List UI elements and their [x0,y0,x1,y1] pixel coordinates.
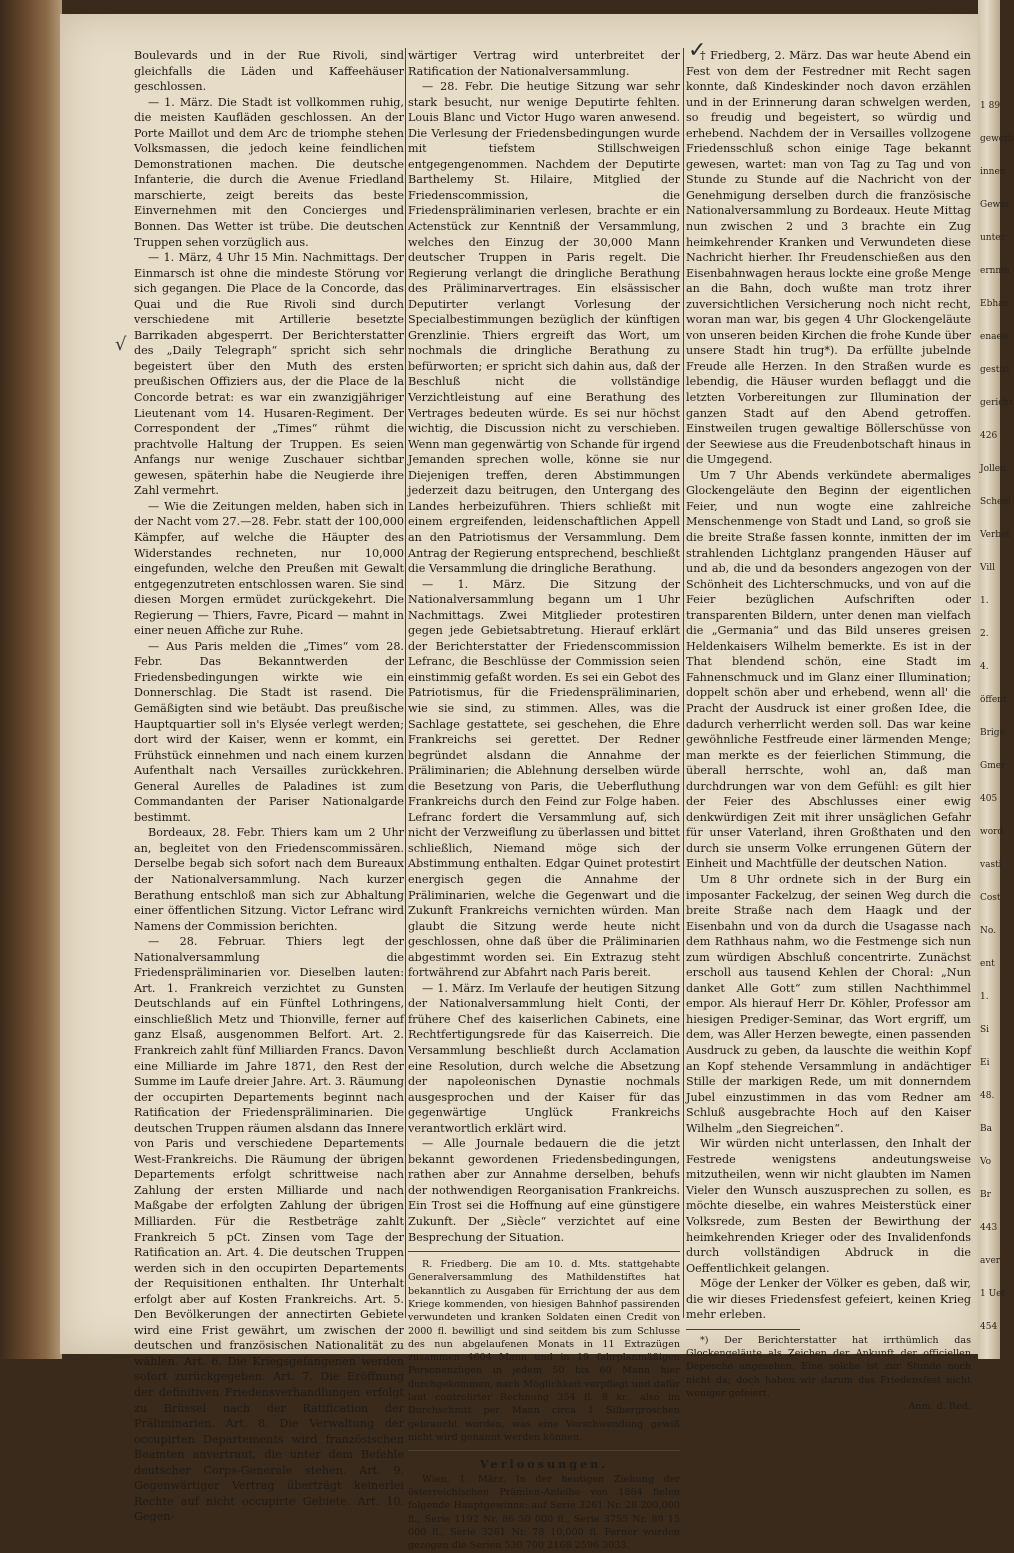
edge-fragment: enaesi [980,332,1010,342]
article-paragraph: wärtiger Vertrag wird unterbreitet der Ratification der Nationalversammlung. [408,49,680,78]
edge-fragment: öffent [980,695,1007,705]
margin-check-mark: ✓ [688,38,707,63]
column-1 [134,48,404,1525]
edge-fragment: ernnin [980,266,1010,276]
edge-fragment: 1. [980,596,989,606]
edge-fragment: 4. [980,662,989,672]
edge-fragment: 1 89 [980,101,1001,111]
article-paragraph: † Friedberg, 2. März. Das war heute Abend ein Fest von dem der Festredner mit Recht sagen konnte, daß Kindeskinder noch davon erzählen und in der Erinnerung daran schwelgen werden, so freudig und begeistert, so würdig und erhebend. Nachdem der in Versailles vollzogene Friedensschluß schon einige Tage bekannt gewesen, wartet: man von Tag zu Tag und von Stunde zu Stunde auf die Nachricht von der Genehmigung derselben durch die französische Nationalversammlung zu Bordeaux. Heute Mittag nun zwischen 2 und 3 brachte ein Zug heimkehrender Kranken und Verwundeten diese Nachricht hierher. Ihr Freudenschießen aus den Eisenbahnwagen heraus lockte eine große Menge an die Bahn, doch wußte man trotz ihrer zuversichtlichen Versicherung noch nicht recht, woran man war, bis gegen 4 Uhr Glockengeläute von unseren beiden Kirchen die frohe Kunde über unsere Stadt hin trug*). Da erfüllte jubelnde Freude alle Herzen. In den Straßen wurde es lebendig, die Häuser wurden beflaggt und die letzten Vorbereitungen zur Illumination der ganzen Stadt auf den Abend getroffen. Einstweilen trugen gewaltige Böllerschüsse von der Seewiese aus die Freudenbotschaft hinaus in die Umgegend. [686,49,971,467]
article-paragraph: — 28. Febr. Die heutige Sitzung war sehr stark besucht, nur wenige Deputirte fehlten. Louis Blanc und Victor Hugo waren anwesend. Die Verlesung der Friedensbedingungen wurde mit tiefstem Stillschweigen entgegengenommen. Nachdem der Deputirte Barthelemy St. Hilaire, Mitglied der Friedenscommission, die Friedenspräliminarien verlesen, brachte er ein Actenstück zur Kenntniß der Versammlung, welches den Einzug der 30,000 Mann deutscher Truppen in Paris regelt. Die Regierung verlangt die dringliche Berathung des Präliminarvertrages. Ein elsässischer Deputirter verlangt Vorlesung der Specialbestimmungen bezüglich der künftigen Grenzlinie. Thiers ergreift das Wort, um nochmals die dringliche Berathung zu befürworten; er spricht sich dahin aus, daß der Beschluß nicht die vollständige Verzichtleistung auf eine Berathung des Vertrages bedeuten würde. Es sei nur höchst wichtig, die Discussion nicht zu verschieben. Wenn man gegenwärtig von Schande für irgend Jemanden sprechen wolle, könne sie nur Diejenigen treffen, deren Abstimmungen jederzeit dazu beitrugen, den Untergang des Landes herbeizuführen. Thiers schließt mit einem ergreifenden, leidenschaftlichen Appell an den Patriotismus der Versammlung. Dem Antrag der Regierung entsprechend, beschließt die Versammlung die dringliche Berathung. [408,80,680,576]
edge-fragment: 426 [980,431,998,441]
article-paragraph: — 1. März. Im Verlaufe der heutigen Sitzung der Nationalversammlung hielt Conti, der frühere Chef des kaiserlichen Cabinets, eine Rechtfertigungsrede für das Kaiserreich. Die Versammlung beschließt durch Acclamation eine Resolution, durch welche die Absetzung der napoleonischen Dynastie nochmals ausgesprochen und der Kaiser für das gegenwärtige Unglück Frankreichs verantwortlich erklärt wird. [408,981,680,1135]
edge-fragment: Vill [980,563,995,573]
edge-fragment: Ba [980,1124,992,1134]
edge-fragment: gewerb [980,134,1014,144]
article-paragraph: Möge der Lenker der Völker es geben, daß wir, die wir dieses Friedensfest gefeiert, keinen Krieg mehr erleben. [686,1277,971,1322]
footnote-signature: Anm. d. Red. [908,1401,971,1413]
margin-pencil-mark: √ [115,334,127,355]
column-2 [408,48,680,1553]
edge-fragment: Gewer [980,200,1010,210]
edge-fragment: 2. [980,629,989,639]
edge-fragment: gericht [980,398,1013,408]
column-rule-right [683,48,684,1318]
article-paragraph: — 1. März, 4 Uhr 15 Min. Nachmittags. Der Einmarsch ist ohne die mindeste Störung vor sich gegangen. Die Place de la Concorde, das Quai und die Rue Rivoli sind durch verschiedene mit Artillerie besetzte Barrikaden abgesperrt. Der Berichterstatter des „Daily Telegraph“ spricht sich sehr begeistert über den Muth des ersten preußischen Offiziers aus, der die Place de la Concorde betrat: es war ein zwanzigjähriger Lieutenant vom 14. Husaren-Regiment. Der Correspondent der „Times“ rühmt die prachtvolle Haltung der Truppen. Es seien Anfangs nur wenige Zuschauer sichtbar gewesen, späterhin habe die Neugierde ihre Zahl vermehrt. [134,251,404,498]
edge-fragment: Br [980,1190,991,1200]
edge-fragment: Cost [980,893,1001,903]
section-divider [408,1450,680,1451]
edge-fragment: 454 [980,1322,998,1332]
article-paragraph: — 1. März. Die Stadt ist vollkommen ruhig, die meisten Kaufläden geschlossen. An der Porte Maillot und dem Arc de triomphe stehen Volksmassen, die jedoch keine feindlichen Demonstrationen machen. Die deutsche Infanterie, die durch die Avenue Friedland marschierte, zeigt bereits das beste Einvernehmen mit den Concierges und Bonnen. Das Wetter ist trübe. Die deutschen Truppen sehen vorzüglich aus. [134,95,404,249]
edge-fragment: 1 Uet [980,1289,1006,1299]
footnote-divider [686,1329,800,1330]
footnote: *) Der Berichterstatter hat irrthümlich das Glockengeläute als Zeichen der Ankunft der officiellen Depesche angesehen. Eine solche ist zur Stunde noch nicht da; doch haben wir darum das Friedensfest nicht weniger gefeiert. [686,1334,971,1400]
section-divider [408,1251,680,1252]
edge-fragment: 443 [980,1223,998,1233]
edge-fragment: Verbet [980,530,1011,540]
edge-fragment: No. [980,926,996,936]
section-heading: Verloosungen. [479,1457,609,1472]
edge-fragment: 405 [980,794,998,804]
edge-fragment: Vo [980,1157,992,1167]
article-paragraph: — Aus Paris melden die „Times“ vom 28. Febr. Das Bekanntwerden der Friedensbedingungen wirkte wie ein Donnerschlag. Die Stadt ist rasend. Die Gemäßigten sind wie betäubt. Das preußische Hauptquartier soll in's Elysée verlegt werden; dort wird der Kaiser, wenn er kommt, ein Frühstück einnehmen und nach einem kurzen Aufenthalt nach Versailles zurückkehren. General Aurelles de Paladines ist zum Commandanten der Pariser Nationalgarde bestimmt. [134,639,404,824]
edge-fragment: Ei [980,1058,990,1068]
article-paragraph: Bordeaux, 28. Febr. Thiers kam um 2 Uhr an, begleitet von den Friedenscommissären. Derselbe begab sich sofort nach dem Bureaux der Nationalversammlung. Nach kurzer Berathung entschloß man sich zur Abhaltung einer öffentlichen Sitzung. Victor Lefranc wird Namens der Commission berichten. [134,826,404,933]
adjacent-page-edge [978,0,1014,1359]
article-paragraph: — 1. März. Die Sitzung der Nationalversammlung begann um 1 Uhr Nachmittags. Zwei Mitglieder protestiren gegen jede Gebietsabtretung. Hierauf erklärt der Berichterstatter der Friedenscommission Lefranc, die Beschlüsse der Commission seien einstimmig gefaßt worden. Es sei ein Gebot des Patriotismus, für die Friedenspräliminarien, wie sie sind, zu stimmen. Alles, was die Sachlage gestattete, sei geschehen, die Ehre Frankreichs sei gerettet. Der Redner begründet alsdann die Annahme der Präliminarien; die Ablehnung derselben würde die Besetzung von Paris, die Ueberfluthung Frankreichs durch den Feind zur Folge haben. Lefranc fordert die Versammlung auf, sich nicht der Verzweiflung zu überlassen und bittet schließlich, Niemand möge sich der Abstimmung enthalten. Edgar Quinet protestirt energisch gegen die Annahme der Präliminarien, welche die Gegenwart und die Zukunft Frankreichs vernichten würden. Man glaubt die Sitzung werde heute nicht geschlossen, ohne daß über die Präliminarien abgestimmt worden sei. Ein Extrazug steht fortwährend zur Abfahrt nach Paris bereit. [408,577,680,980]
edge-fragment: unter [980,233,1005,243]
edge-fragment: word [980,827,1004,837]
article-paragraph: — Alle Journale bedauern die die jetzt bekannt gewordenen Friedensbedingungen, rathen aber zur Annahme derselben, behufs der nothwendigen Reorganisation Frankreichs. Ein Trost sei die Hoffnung auf eine günstigere Zukunft. Der „Siècle“ verzichtet auf eine Besprechung der Situation. [408,1137,680,1244]
article-paragraph: Um 7 Uhr Abends verkündete abermaliges Glockengeläute den Beginn der eigentlichen Feier, und nun wogte eine zahlreiche Menschenmenge von Stadt und Land, so groß sie die breite Straße fassen konnte, inmitten der im strahlenden Lichtglanz prangenden Häuser auf und ab, die und da besonders angezogen von der Schönheit des Lichterschmucks, und von auf die Feier bezüglichen Aufschriften oder transparenten Bildern, unter denen man vielfach die „Germania“ und das Bild unseres greisen Heldenkaisers Wilhelm bemerkte. Es ist in der That blendend schön, eine Stadt im Fahnenschmuck und im Glanz einer Illumination; doppelt schön aber und erhebend, wenn all' die Pracht der Ausdruck ist einer großen Idee, die dadurch verherrlicht werden soll. Das war keine gewöhnliche Festfreude einer lärmenden Menge; man merkte es der feierlichen Stimmung, die überall herrschte, wohl an, daß man durchdrungen war von dem Gefühl: es gilt hier der Feier des Abschlusses einer ewig denkwürdigen Zeit mit ihrer unsäglichen Gefahr für unser Vaterland, ihren Großthaten und den durch sie unserm Volke errungenen Gütern der Einheit und Machtfülle der deutschen Nation. [686,468,971,871]
article-paragraph: — Wie die Zeitungen melden, haben sich in der Nacht vom 27.—28. Febr. statt der 100,000 Kämpfer, auf welche die Häupter des Widerstandes rechneten, nur 10,000 eingefunden, welche den Preußen mit Gewalt entgegenzutreten entschlossen waren. Sie sind diesen Morgen ermüdet zurückgekehrt. Die Regierung — Thiers, Favre, Picard — mahnt in einer neuen Affiche zur Ruhe. [134,499,404,638]
edge-fragment: Si [980,1025,990,1035]
edge-fragment: ent [980,959,995,969]
edge-fragment: gestirl [980,365,1010,375]
column-3 [686,48,971,1414]
book-binding [0,0,62,1359]
edge-fragment: 1. [980,992,989,1002]
article-paragraph: Um 8 Uhr ordnete sich in der Burg ein imposanter Fackelzug, der seinen Weg durch die breite Straße nach dem Haagk und der Eisenbahn und von da durch die Usagasse nach dem Rathhaus nahm, wo die Festmenge sich nun zum würdigen Abschluß concentrirte. Zunächst erscholl aus tausend Kehlen der Choral: „Nun danket Alle Gott“ zum stillen Nachthimmel empor. Als hierauf Herr Dr. Köhler, Professor am hiesigen Prediger-Seminar, das Wort ergriff, um dem, was Aller Herzen bewegte, einen passenden Ausdruck zu geben, da lauschte die weithin Kopf an Kopf stehende Versammlung in andächtiger Stille der markigen Rede, um mit donnerndem Jubel einzustimmen in das vom Redner am Schluß ausgebrachte Hoch auf den Kaiser Wilhelm „den Siegreichen“. [686,872,971,1135]
edge-fragment: Jollen [980,464,1006,474]
column-rule-left [405,48,406,1318]
lottery-results: Wien, 1. März. In der heutigen Ziehung der österreichischen Prämien-Anleihe von 1864 fielen folgende Hauptgewinne: auf Serie 3261 Nr. 28 200,000 fl., Serie 1192 Nr. 86 50 000 fl., Serie 3755 Nr. 89 15 000 fl., Serie 3261 Nr. 78 10,000 fl. Ferner wurden gezogen die Serien 530 700 2168 2596 3033. [408,1473,680,1552]
edge-fragment: Gmer [980,761,1006,771]
edge-fragment: 48. [980,1091,995,1101]
article-paragraph: Wir würden nicht unterlassen, den Inhalt der Festrede wenigstens andeutungsweise mitzutheilen, wenn wir nicht glaubten im Namen Vieler den Wunsch auszusprechen zu sollen, es möchte dieselbe, ein wahres Meisterstück einer Volksrede, zum Besten der Bewirthung der heimkehrenden Krieger oder des Invalidenfonds durch vollständigen Abdruck in die Oeffentlichkeit gelangen. [686,1137,971,1275]
article-paragraph: Boulevards und in der Rue Rivoli, sind gleichfalls die Läden und Kaffeehäuser geschlossen. [134,49,404,94]
edge-fragment: vasti [980,860,1002,870]
local-notice: R. Friedberg. Die am 10. d. Mts. stattgehabte Generalversammlung des Mathildenstiftes hat bekanntlich zu Ausgaben für Errichtung der aus dem Kriege kommenden, von hiesigen Bahnhof passirenden verwundeten und kranken Soldaten einen Credit von 2000 fl. bewilligt und sind seitdem bis zum Schlusse des nun abgelaufenen Monats in 11 Extrazügen zusammen 4604 Mann und in 19 fahrplanmäßigen Personenzügen in jedem 50 bis 60 Mann hier durchgekommen, nach Möglichkeit verpflegt und dafür laut controlirter Rechnung 354 fl. 8 kr., also im Durchschnitt per Mann circa 1 Silbergroschen gebraucht worden, was eine Verschwendung gewiß nicht wird genannt werden können. [408,1259,680,1443]
edge-fragment: Brige [980,728,1005,738]
edge-fragment: aver [980,1256,1001,1266]
article-paragraph: — 28. Februar. Thiers legt der Nationalversammlung die Friedenspräliminarien vor. Dieselben lauten: Art. 1. Frankreich verzichtet zu Gunsten Deutschlands auf ein Fünftel Lothringens, einschließlich Metz und Thionville, ferner auf ganz Elsaß, ausgenommen Belfort. Art. 2. Frankreich zahlt fünf Milliarden Francs. Davon eine Milliarde im Jahre 1871, den Rest der Summe im Laufe dreier Jahre. Art. 3. Räumung der occupirten Departements beginnt nach Ratification der Friedenspräliminarien. Die deutschen Truppen räumen alsdann das Innere von Paris und verschiedene Departements West-Frankreichs. Die Räumung der übrigen Departements erfolgt schrittweise nach Zahlung der ersten Milliarde und nach Maßgabe der erfolgten Zahlung der übrigen Milliarden. Für die Restbeträge zahlt Frankreich 5 pCt. Zinsen vom Tage der Ratification an. Art. 4. Die deutschen Truppen werden sich in den occupirten Departements der Requisitionen enthalten. Ihr Unterhalt erfolgt aber auf Kosten Frankreichs. Art. 5. Den Bevölkerungen der annectirten Gebiete wird eine Frist gewährt, um zwischen der deutschen und französischen Nationalität zu wählen. Art. 6. Die Kriegsgefangenen werden sofort zurückgegeben. Art. 7. Die Eröffnung der definitiven Friedensverhandlungen erfolgt zu Brüssel nach der Ratification der Präliminarien. Art. 8. Die Verwaltung der occupirten Departements wird französischen Beamten anvertraut, die unter dem Befehle deutscher Corps-Generale stehen. Art. 9. Gegenwärtiger Vertrag überträgt keinerlei Rechte auf nicht occupirte Gebiete. Art. 10. Gegen- [134,935,404,1524]
edge-fragment: Schenl [980,497,1012,507]
edge-fragment: innen [980,167,1006,177]
edge-fragment: Ebhan [980,299,1010,309]
